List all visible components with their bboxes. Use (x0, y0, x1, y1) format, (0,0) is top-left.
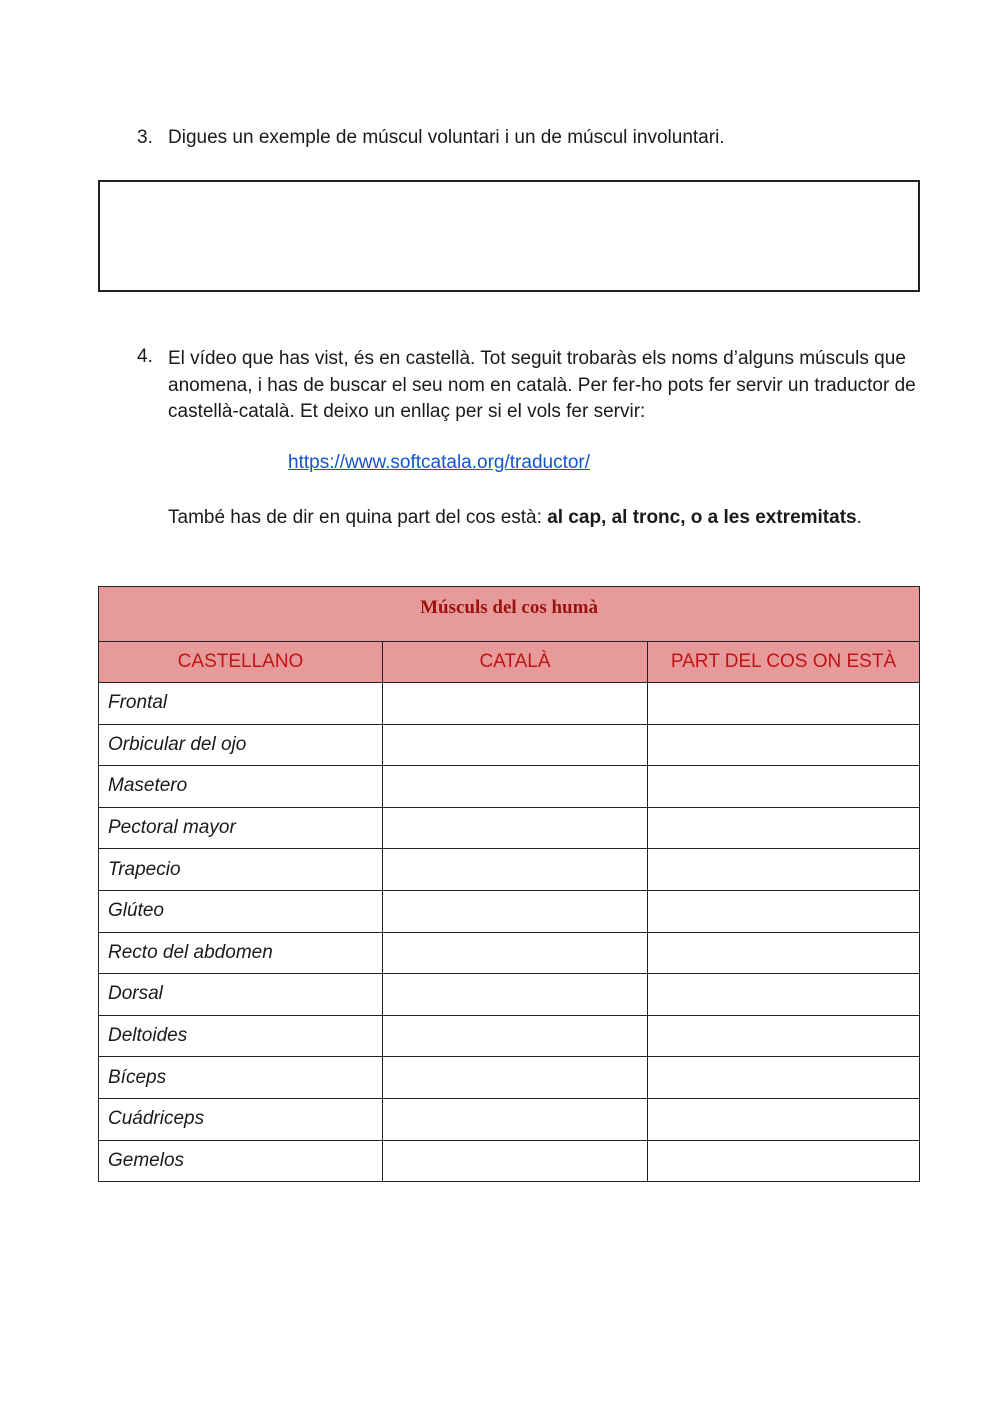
table-row (99, 766, 920, 808)
catala-cell[interactable] (383, 932, 648, 974)
instruction-text (168, 507, 862, 529)
table-row (99, 1057, 920, 1099)
castellano-cell: Frontal (99, 683, 383, 725)
castellano-cell: Dorsal (99, 974, 383, 1016)
castellano-cell: Trapecio (99, 849, 383, 891)
table-row (99, 724, 920, 766)
table-row (99, 890, 920, 932)
table-row (99, 974, 920, 1016)
catala-cell[interactable] (383, 683, 648, 725)
catala-cell[interactable] (383, 1140, 648, 1182)
question-4 (137, 346, 987, 426)
instruction-suffix: . (856, 507, 862, 528)
question-number: 4. (137, 346, 153, 367)
body-part-cell[interactable] (648, 932, 920, 974)
castellano-cell: Pectoral mayor (99, 807, 383, 849)
column-header: CASTELLANO (99, 642, 383, 683)
body-part-cell[interactable] (648, 683, 920, 725)
table-row (99, 807, 920, 849)
castellano-cell: Orbicular del ojo (99, 724, 383, 766)
muscles-table (98, 586, 920, 1182)
question-text: Digues un exemple de múscul voluntari i un de múscul involuntari. (168, 127, 725, 148)
body-part-cell[interactable] (648, 849, 920, 891)
body-part-cell[interactable] (648, 807, 920, 849)
table-row (99, 849, 920, 891)
body-part-cell[interactable] (648, 890, 920, 932)
castellano-cell: Deltoides (99, 1015, 383, 1057)
body-part-cell[interactable] (648, 1140, 920, 1182)
table-row (99, 1098, 920, 1140)
castellano-cell: Masetero (99, 766, 383, 808)
catala-cell[interactable] (383, 849, 648, 891)
castellano-cell: Recto del abdomen (99, 932, 383, 974)
table-title: Músculs del cos humà (99, 587, 920, 642)
column-header: PART DEL COS ON ESTÀ (648, 642, 920, 683)
catala-cell[interactable] (383, 1057, 648, 1099)
body-part-cell[interactable] (648, 1015, 920, 1057)
catala-cell[interactable] (383, 766, 648, 808)
body-part-cell[interactable] (648, 1057, 920, 1099)
instruction-bold: al cap, al tronc, o a les extremitats (547, 507, 857, 528)
body-part-cell[interactable] (648, 974, 920, 1016)
body-part-cell[interactable] (648, 724, 920, 766)
question-3 (137, 127, 725, 149)
castellano-cell: Gemelos (99, 1140, 383, 1182)
answer-box[interactable] (98, 180, 920, 292)
catala-cell[interactable] (383, 1098, 648, 1140)
translator-link[interactable]: https://www.softcatala.org/traductor/ (288, 452, 591, 473)
table-row (99, 932, 920, 974)
table-row (99, 683, 920, 725)
body-part-cell[interactable] (648, 1098, 920, 1140)
question-text: El vídeo que has vist, és en castellà. Tot seguit trobaràs els noms d’alguns músculs que anomena, i has de buscar el seu nom en català. Per fer-ho pots fer servir un traductor de castellà-català. Et deixo un enllaç per si el vols fer servir: (168, 348, 916, 422)
instruction-prefix: També has de dir en quina part del cos està: (168, 507, 548, 528)
castellano-cell: Bíceps (99, 1057, 383, 1099)
table-row (99, 1140, 920, 1182)
catala-cell[interactable] (383, 807, 648, 849)
catala-cell[interactable] (383, 724, 648, 766)
question-number: 3. (137, 127, 153, 148)
body-part-cell[interactable] (648, 766, 920, 808)
castellano-cell: Cuádriceps (99, 1098, 383, 1140)
table-row (99, 1015, 920, 1057)
castellano-cell: Glúteo (99, 890, 383, 932)
column-header: CATALÀ (383, 642, 648, 683)
catala-cell[interactable] (383, 890, 648, 932)
catala-cell[interactable] (383, 1015, 648, 1057)
catala-cell[interactable] (383, 974, 648, 1016)
